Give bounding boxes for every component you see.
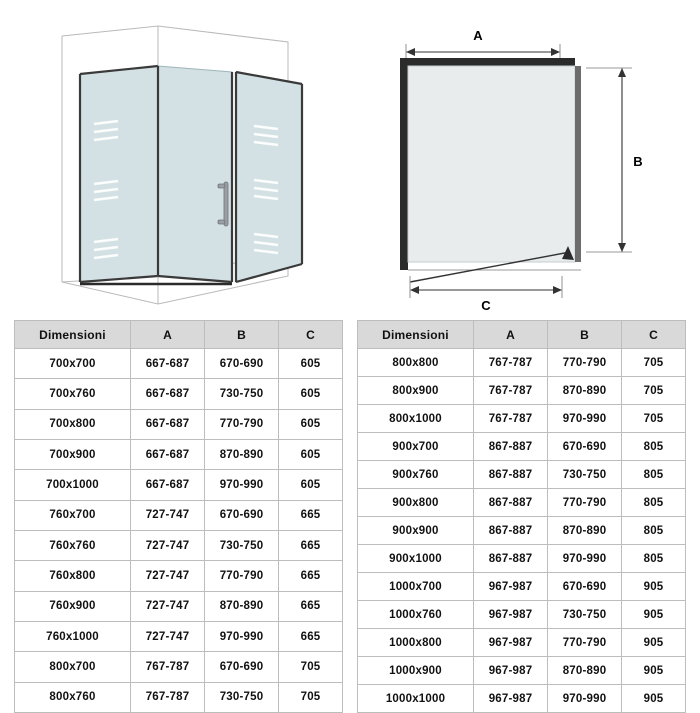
cell-a: 867-887 xyxy=(474,489,548,517)
cell-b: 670-690 xyxy=(205,349,279,379)
table-row xyxy=(15,652,343,682)
cell-c: 805 xyxy=(622,545,686,573)
shower-tray-area xyxy=(408,66,575,262)
table-row xyxy=(15,409,343,439)
table-row xyxy=(358,601,686,629)
cell-c: 805 xyxy=(622,489,686,517)
dimensions-table-left xyxy=(14,320,343,713)
cell-b: 730-750 xyxy=(205,530,279,560)
cell-dimensioni: 800x1000 xyxy=(358,405,474,433)
column-header-b: B xyxy=(205,321,279,349)
cell-a: 967-987 xyxy=(474,573,548,601)
cell-dimensioni: 700x760 xyxy=(15,379,131,409)
top-view-diagram-svg xyxy=(370,14,680,314)
cell-dimensioni: 900x700 xyxy=(358,433,474,461)
dimensions-tables xyxy=(0,320,700,713)
cell-a: 767-787 xyxy=(474,405,548,433)
cell-dimensioni: 760x700 xyxy=(15,500,131,530)
cell-dimensioni: 900x1000 xyxy=(358,545,474,573)
cell-dimensioni: 800x760 xyxy=(15,682,131,712)
table-row xyxy=(358,573,686,601)
cell-a: 667-687 xyxy=(131,439,205,469)
cell-a: 867-887 xyxy=(474,433,548,461)
table-row xyxy=(358,685,686,713)
cell-a: 967-987 xyxy=(474,601,548,629)
cell-dimensioni: 700x800 xyxy=(15,409,131,439)
cell-dimensioni: 760x760 xyxy=(15,530,131,560)
cell-c: 705 xyxy=(279,652,343,682)
cell-a: 667-687 xyxy=(131,409,205,439)
table-row xyxy=(358,657,686,685)
cell-a: 667-687 xyxy=(131,470,205,500)
cell-dimensioni: 1000x1000 xyxy=(358,685,474,713)
cell-c: 905 xyxy=(622,657,686,685)
cell-b: 870-890 xyxy=(548,517,622,545)
cell-c: 705 xyxy=(622,377,686,405)
glass-panel-left xyxy=(80,66,158,282)
cell-c: 905 xyxy=(622,685,686,713)
column-header-a: A xyxy=(474,321,548,349)
cell-a: 727-747 xyxy=(131,561,205,591)
cell-b: 770-790 xyxy=(548,489,622,517)
dimension-line-b xyxy=(586,68,632,252)
dimension-line-c xyxy=(410,276,562,298)
dimension-label-c: C xyxy=(481,298,491,313)
cell-a: 867-887 xyxy=(474,461,548,489)
column-header-c: C xyxy=(279,321,343,349)
column-header-a: A xyxy=(131,321,205,349)
cell-a: 967-987 xyxy=(474,657,548,685)
cell-b: 770-790 xyxy=(548,349,622,377)
cell-dimensioni: 760x1000 xyxy=(15,621,131,651)
table-row xyxy=(15,349,343,379)
cell-c: 705 xyxy=(279,682,343,712)
cell-b: 870-890 xyxy=(205,591,279,621)
cell-b: 670-690 xyxy=(548,573,622,601)
cell-dimensioni: 1000x760 xyxy=(358,601,474,629)
cell-dimensioni: 1000x800 xyxy=(358,629,474,657)
cell-b: 970-990 xyxy=(205,621,279,651)
cell-b: 870-890 xyxy=(548,377,622,405)
table-row xyxy=(358,629,686,657)
cell-b: 970-990 xyxy=(548,545,622,573)
cell-b: 970-990 xyxy=(548,685,622,713)
cell-c: 805 xyxy=(622,461,686,489)
cell-dimensioni: 900x800 xyxy=(358,489,474,517)
cell-dimensioni: 900x900 xyxy=(358,517,474,545)
cell-b: 670-690 xyxy=(205,500,279,530)
shower-enclosure-top-view xyxy=(370,14,680,314)
cell-c: 905 xyxy=(622,573,686,601)
cell-c: 605 xyxy=(279,409,343,439)
cell-b: 730-750 xyxy=(205,379,279,409)
glass-door-panel xyxy=(158,66,232,282)
cell-dimensioni: 1000x700 xyxy=(358,573,474,601)
cell-dimensioni: 800x700 xyxy=(15,652,131,682)
cell-a: 667-687 xyxy=(131,379,205,409)
cell-a: 867-887 xyxy=(474,545,548,573)
cell-a: 767-787 xyxy=(131,652,205,682)
cell-b: 970-990 xyxy=(548,405,622,433)
cell-a: 767-787 xyxy=(474,377,548,405)
cell-c: 805 xyxy=(622,517,686,545)
table-row xyxy=(15,530,343,560)
table-row xyxy=(15,500,343,530)
table-row xyxy=(358,349,686,377)
dimensions-table-right xyxy=(357,320,686,713)
cell-dimensioni: 700x1000 xyxy=(15,470,131,500)
cell-c: 665 xyxy=(279,621,343,651)
cell-c: 665 xyxy=(279,591,343,621)
table-row xyxy=(358,545,686,573)
cell-c: 705 xyxy=(622,405,686,433)
table-body-left xyxy=(15,349,343,713)
cell-dimensioni: 760x800 xyxy=(15,561,131,591)
column-header-dimensioni: Dimensioni xyxy=(15,321,131,349)
table-row xyxy=(15,470,343,500)
dimension-label-b: B xyxy=(633,154,643,169)
cell-b: 870-890 xyxy=(548,657,622,685)
table-row xyxy=(15,379,343,409)
glass-panel-right xyxy=(236,72,302,282)
column-header-c: C xyxy=(622,321,686,349)
table-row xyxy=(358,517,686,545)
cell-b: 730-750 xyxy=(548,461,622,489)
dimension-label-a: A xyxy=(473,28,483,43)
fixed-panel-right xyxy=(575,66,581,262)
cell-c: 605 xyxy=(279,470,343,500)
table-row xyxy=(15,621,343,651)
cell-dimensioni: 700x900 xyxy=(15,439,131,469)
cell-a: 967-987 xyxy=(474,629,548,657)
cell-b: 670-690 xyxy=(205,652,279,682)
table-header-row xyxy=(358,321,686,349)
cell-c: 605 xyxy=(279,349,343,379)
shower-enclosure-3d-view xyxy=(40,14,340,314)
cell-a: 667-687 xyxy=(131,349,205,379)
cell-a: 767-787 xyxy=(474,349,548,377)
cell-a: 727-747 xyxy=(131,591,205,621)
cell-b: 770-790 xyxy=(548,629,622,657)
column-header-dimensioni: Dimensioni xyxy=(358,321,474,349)
cell-dimensioni: 800x800 xyxy=(358,349,474,377)
cell-b: 770-790 xyxy=(205,561,279,591)
table-row xyxy=(15,439,343,469)
cell-dimensioni: 760x900 xyxy=(15,591,131,621)
cell-b: 730-750 xyxy=(205,682,279,712)
cell-a: 867-887 xyxy=(474,517,548,545)
cell-b: 730-750 xyxy=(548,601,622,629)
cell-a: 767-787 xyxy=(131,682,205,712)
cell-c: 905 xyxy=(622,601,686,629)
cell-c: 665 xyxy=(279,561,343,591)
cell-b: 870-890 xyxy=(205,439,279,469)
cell-a: 727-747 xyxy=(131,530,205,560)
table-row xyxy=(358,405,686,433)
column-header-b: B xyxy=(548,321,622,349)
cell-c: 905 xyxy=(622,629,686,657)
cell-c: 705 xyxy=(622,349,686,377)
cell-c: 605 xyxy=(279,439,343,469)
cell-a: 967-987 xyxy=(474,685,548,713)
table-body-right xyxy=(358,349,686,713)
cell-b: 670-690 xyxy=(548,433,622,461)
cell-c: 605 xyxy=(279,379,343,409)
table-row xyxy=(358,489,686,517)
cell-c: 805 xyxy=(622,433,686,461)
cell-dimensioni: 1000x900 xyxy=(358,657,474,685)
cell-dimensioni: 900x760 xyxy=(358,461,474,489)
cell-b: 770-790 xyxy=(205,409,279,439)
table-row xyxy=(358,461,686,489)
cell-a: 727-747 xyxy=(131,621,205,651)
table-row xyxy=(358,433,686,461)
table-row xyxy=(358,377,686,405)
table-header-row xyxy=(15,321,343,349)
cell-dimensioni: 800x900 xyxy=(358,377,474,405)
table-row xyxy=(15,561,343,591)
table-row xyxy=(15,682,343,712)
3d-diagram-svg xyxy=(40,14,340,314)
table-row xyxy=(15,591,343,621)
cell-dimensioni: 700x700 xyxy=(15,349,131,379)
cell-c: 665 xyxy=(279,500,343,530)
cell-c: 665 xyxy=(279,530,343,560)
cell-b: 970-990 xyxy=(205,470,279,500)
cell-a: 727-747 xyxy=(131,500,205,530)
